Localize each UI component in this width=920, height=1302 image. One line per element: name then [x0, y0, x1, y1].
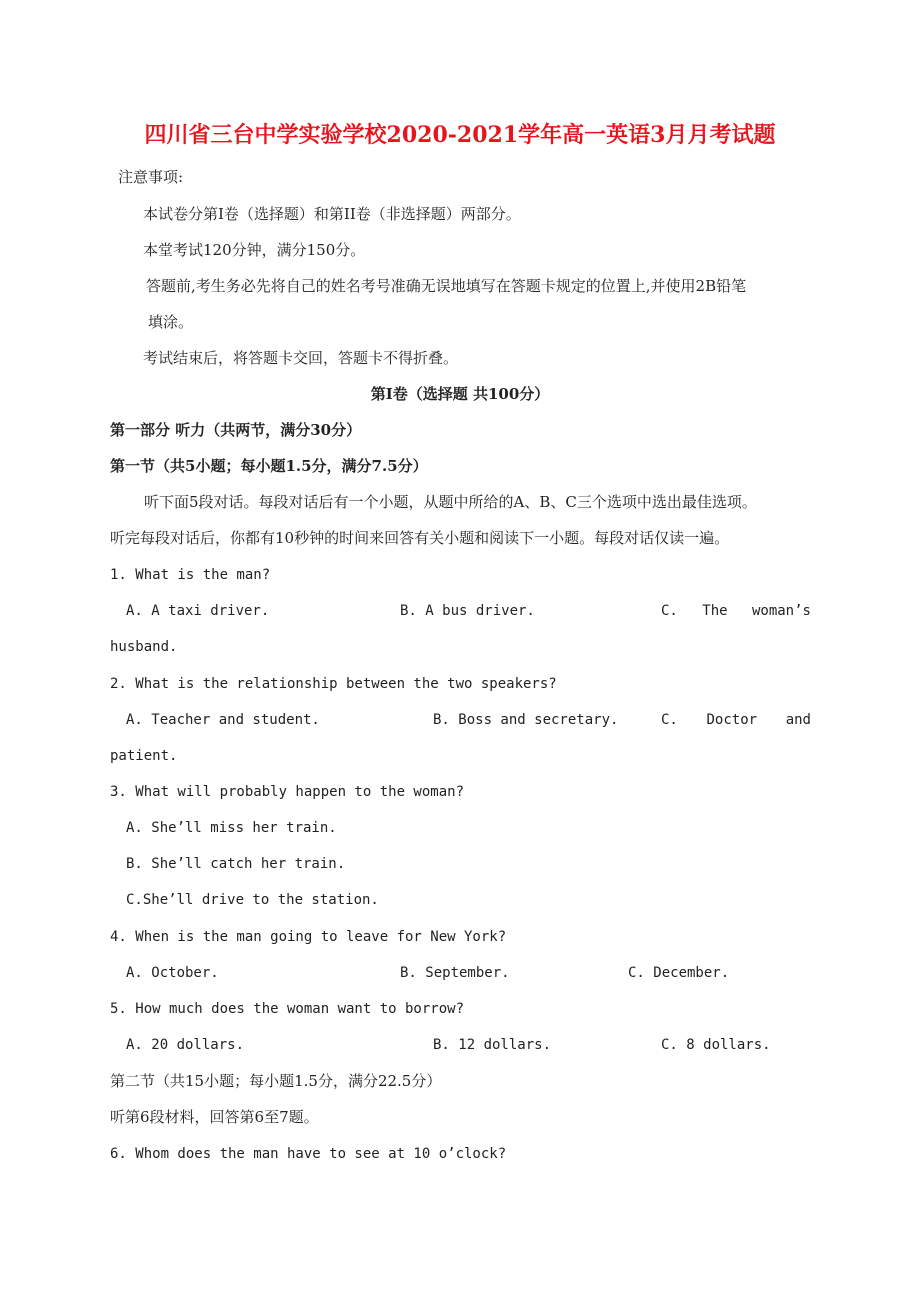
subsection1-title: 第一节（共5小题；每小题1.5分，满分7.5分） [110, 457, 428, 475]
instruction-line: 听下面5段对话。每段对话后有一个小题，从题中所给的A、B、C三个选项中选出最佳选项。 [144, 493, 757, 511]
section-listening: 第一部分 听力（共两节，满分30分） [110, 421, 362, 439]
option-c: C. 8 dollars. [661, 1037, 771, 1053]
note-item: 本堂考试120分钟，满分150分。 [143, 241, 366, 259]
option-a: A. 20 dollars. [126, 1037, 245, 1053]
option-c-part: The [702, 603, 728, 619]
notes-heading: 注意事项: [118, 168, 184, 186]
option-b: B. 12 dollars. [433, 1037, 552, 1053]
option-c: C.She’ll drive to the station. [126, 892, 379, 908]
option-c-part: woman’s [751, 603, 811, 619]
option-b: B. A bus driver. [400, 603, 535, 619]
subsection2-title: 第二节（共15小题；每小题1.5分，满分22.5分） [110, 1072, 442, 1090]
option-c-continued: patient. [110, 748, 178, 764]
option-c: C. December. [628, 965, 730, 981]
option-c-part: C. [661, 712, 678, 728]
option-c-part: Doctor [706, 712, 758, 728]
question-3: 3. What will probably happen to the woman? [110, 784, 465, 800]
option-a: A. She’ll miss her train. [126, 820, 337, 836]
note-item: 填涂。 [148, 313, 194, 331]
part1-header: 第Ⅰ卷（选择题 共100分） [370, 385, 550, 403]
question-5: 5. How much does the woman want to borrow? [110, 1001, 465, 1017]
option-c-part: and [785, 712, 811, 728]
option-c [661, 710, 811, 730]
note-item: 本试卷分第Ⅰ卷（选择题）和第II卷（非选择题）两部分。 [143, 205, 521, 223]
option-c-part: C. [661, 603, 678, 619]
option-b: B. Boss and secretary. [433, 712, 619, 728]
page-title: 四川省三台中学实验学校2020-2021学年高一英语3月月考试题 [144, 122, 776, 148]
option-c-continued: husband. [110, 639, 178, 655]
subsection2-instruction: 听第6段材料，回答第6至7题。 [110, 1108, 319, 1126]
option-a: A. October. [126, 965, 219, 981]
option-a: A. A taxi driver. [126, 603, 270, 619]
option-a: A. Teacher and student. [126, 712, 320, 728]
question-4: 4. When is the man going to leave for New York? [110, 929, 507, 945]
instruction-line: 听完每段对话后，你都有10秒钟的时间来回答有关小题和阅读下一小题。每段对话仅读一遍。 [110, 529, 730, 547]
note-item: 答题前,考生务必先将自己的姓名考号准确无误地填写在答题卡规定的位置上,并使用2B铅笔 [146, 277, 747, 295]
option-b: B. September. [400, 965, 510, 981]
note-item: 考试结束后，将答题卡交回，答题卡不得折叠。 [143, 349, 459, 367]
question-2: 2. What is the relationship between the two speakers? [110, 676, 557, 692]
option-b: B. She’ll catch her train. [126, 856, 346, 872]
question-6: 6. Whom does the man have to see at 10 o’clock? [110, 1146, 507, 1162]
option-c [661, 601, 811, 621]
question-1: 1. What is the man? [110, 567, 271, 583]
